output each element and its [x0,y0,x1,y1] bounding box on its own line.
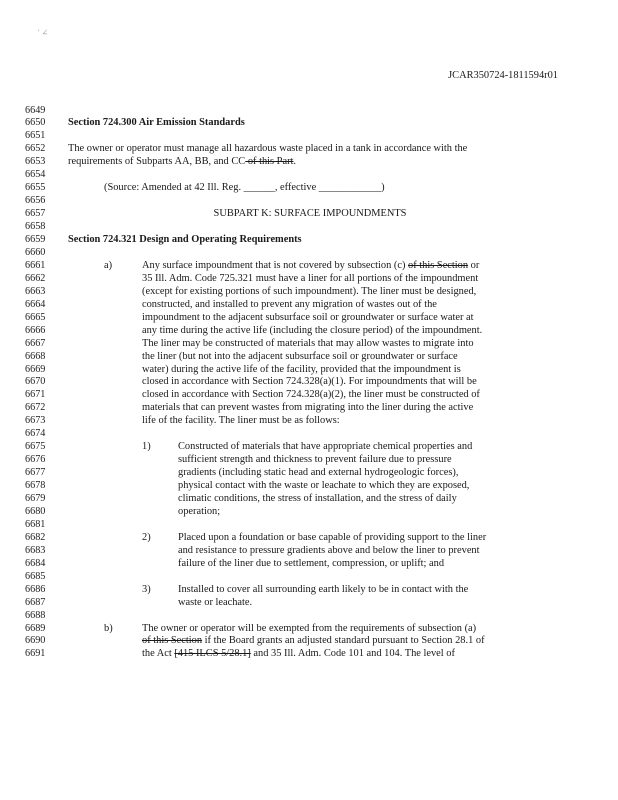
text-run: and 35 Ill. Adm. Code 101 and 104. The level of [250,648,455,660]
line-number: 6659 [25,234,46,245]
text-line [142,259,479,272]
line-number: 6655 [25,182,46,194]
line-number: 6676 [25,454,46,466]
text-line [178,583,468,596]
text-line [178,440,472,453]
line-number: 6681 [25,518,46,530]
subpart-heading [60,207,560,220]
text-line [142,285,476,298]
section-heading [68,116,245,129]
line-number: 6663 [25,285,46,297]
text-line [142,388,480,401]
line-number: 6679 [25,493,46,504]
text-line [68,142,467,155]
struck-text: of this Section [408,259,469,271]
text-run: Section 724.300 Air Emission Standards [68,117,245,129]
text-run: . [293,156,297,168]
text-line [142,647,455,660]
text-run: (except for existing portions of such impoundment). The liner must be designed, [142,285,477,297]
text-line [142,363,461,376]
text-run: impoundment to the adjacent subsurface soil or groundwater or surface water at [142,311,474,323]
text-line [142,324,482,337]
text-run: operation; [178,505,221,517]
list-marker: a) [104,259,113,271]
line-number: 6665 [25,311,46,323]
scan-artifact: ' ∠ [38,28,49,37]
text-run: requirements of Subparts AA, BB, and CC [68,156,246,168]
text-line [178,466,458,479]
line-number: 6653 [25,156,46,168]
line-number: 6675 [25,441,46,453]
line-number: 6668 [25,350,46,362]
text-line [142,311,474,324]
text-run: any time during the active life (including the closure period) of the impoundment. [142,324,483,336]
text-line [178,544,480,557]
text-run: Installed to cover all surrounding earth likely to be in contact with the [178,583,469,595]
text-run: physical contact with the waste or leachate to which they are exposed, [178,480,470,492]
line-number: 6691 [25,648,46,660]
line-number: 6682 [25,531,46,543]
line-number: 6672 [25,402,46,414]
line-number: 6650 [25,117,46,129]
line-number: 6666 [25,324,46,336]
text-line [142,634,485,647]
text-line [142,272,478,285]
document-id: JCAR350724-1811594r01 [448,70,558,81]
line-number: 6671 [25,389,46,401]
line-number: 6678 [25,480,46,492]
text-line [142,350,458,363]
text-line [142,298,437,311]
text-run: Section 724.321 Design and Operating Requirements [68,234,302,245]
text-run: constructed, and installed to prevent any migration of wastes out of the [142,298,437,310]
text-line [178,505,220,518]
text-line [178,479,469,492]
section-heading [68,233,302,246]
struck-text: [415 ILCS 5/28.1] [174,648,251,660]
text-line [142,337,474,350]
text-run: life of the facility. The liner must be as follows: [142,415,340,427]
text-run: 35 Ill. Adm. Code 725.321 must have a liner for all portions of the impoundment [142,272,479,284]
text-run: waste or leachate. [178,596,253,608]
text-run: sufficient strength and thickness to prevent failure due to pressure [178,454,452,466]
list-marker: 3) [142,583,151,595]
text-line [142,622,476,635]
text-line [142,414,340,427]
line-number: 6686 [25,583,46,595]
text-run: failure of the liner due to settlement, compression, or uplift; and [178,557,445,569]
line-number: 6662 [25,272,46,284]
line-number: 6683 [25,544,46,556]
line-number: 6685 [25,570,46,582]
text-run: (Source: Amended at 42 Ill. Reg. ______, effective ____________) [104,182,385,194]
line-number: 6680 [25,505,46,517]
line-number: 6667 [25,337,46,349]
text-run: if the Board grants an adjusted standard pursuant to Section 28.1 of [202,635,485,647]
text-run: materials that can prevent wastes from migrating into the liner during the active [142,402,474,414]
line-number: 6669 [25,363,46,375]
text-run: closed in accordance with Section 724.328(a)(1). For impoundments that will be [142,376,477,388]
line-number: 6688 [25,609,46,621]
line-number: 6652 [25,143,46,155]
text-run: Placed upon a foundation or base capable of providing support to the liner [178,531,487,543]
struck-text: of this Section [142,635,203,647]
line-number: 6654 [25,169,46,181]
text-line [178,596,252,609]
text-line [68,155,296,168]
text-run: gradients (including static head and external hydrogeologic forces), [178,467,459,479]
line-number: 6649 [25,104,46,116]
struck-text: of this Part [245,156,294,168]
list-marker: b) [104,622,113,634]
text-run: The owner or operator will be exempted from the requirements of subsection (a) [142,622,477,634]
list-marker: 1) [142,441,151,453]
text-line [142,401,473,414]
line-number: 6670 [25,376,46,388]
text-line [142,375,477,388]
line-number: 6656 [25,195,46,207]
line-number: 6651 [25,130,46,142]
text-run: the Act [142,648,175,660]
line-number: 6677 [25,467,46,479]
text-run: water) during the active life of the facility, provided that the impoundment is [142,363,461,375]
text-run: SUBPART K: SURFACE IMPOUNDMENTS [213,208,407,220]
line-number: 6673 [25,415,46,427]
line-number: 6664 [25,298,46,310]
text-run: climatic conditions, the stress of installation, and the stress of daily [178,493,457,504]
text-line [178,557,444,570]
line-number: 6661 [25,259,46,271]
text-line [104,181,385,194]
text-run: The liner may be constructed of materials that may allow wastes to migrate into [142,337,474,349]
line-number: 6658 [25,221,46,233]
text-run: closed in accordance with Section 724.328(a)(2), the liner must be constructed of [142,389,480,401]
line-number: 6660 [25,246,46,258]
line-number: 6657 [25,208,46,220]
line-number: 6687 [25,596,46,608]
text-run: Constructed of materials that have appropriate chemical properties and [178,441,473,453]
text-run: or [468,259,480,271]
line-number: 6690 [25,635,46,647]
line-number: 6684 [25,557,46,569]
text-line [178,453,452,466]
line-number: 6689 [25,622,46,634]
text-run: The owner or operator must manage all hazardous waste placed in a tank in accordance with the [68,143,468,155]
text-line [178,492,457,505]
text-run: and resistance to pressure gradients above and below the liner to prevent [178,544,480,556]
text-run: Any surface impoundment that is not covered by subsection (c) [142,259,409,271]
text-line [178,531,486,544]
line-number: 6674 [25,428,46,440]
list-marker: 2) [142,531,151,543]
text-run: the liner (but not into the adjacent subsurface soil or groundwater or surface [142,350,458,362]
